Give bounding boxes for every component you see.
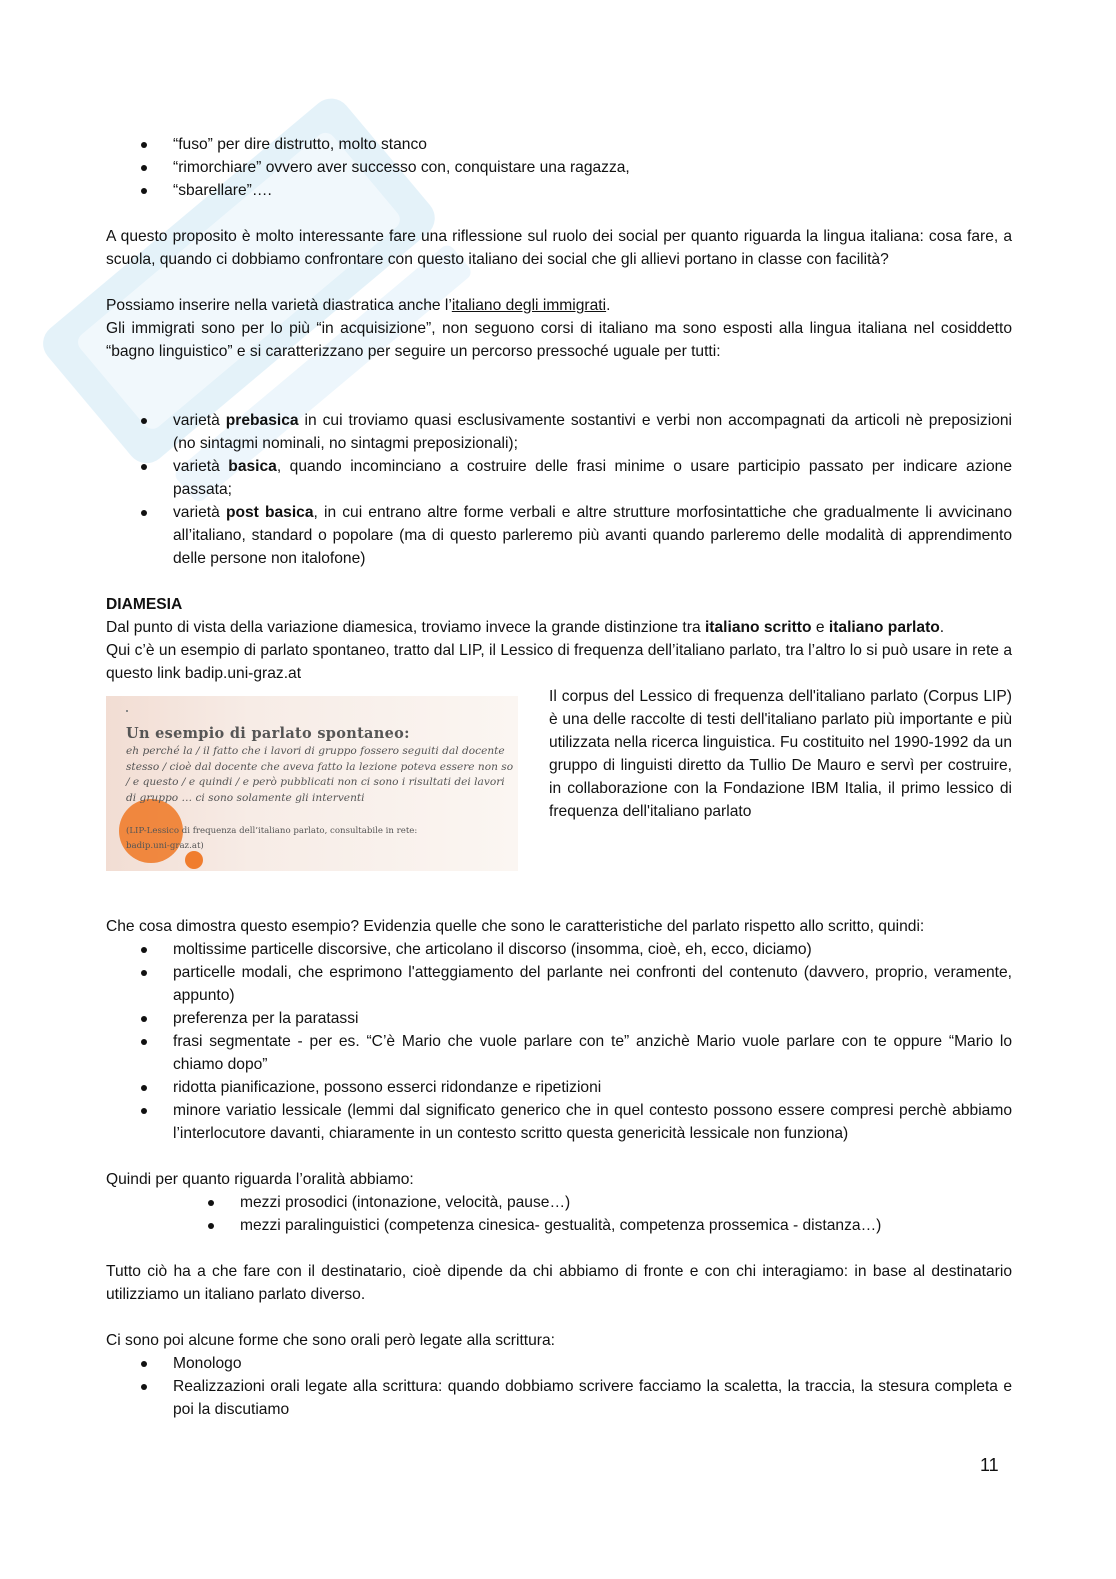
paragraph-dimostra: Che cosa dimostra questo esempio? Evidenzia quelle che sono le caratteristiche del parlato rispetto allo scritto, quindi: bbox=[106, 918, 925, 935]
paragraph-diamesia bbox=[106, 616, 1012, 639]
text: , quando incominciano a costruire delle frasi minime o usare participio passato per indicare azione passata; bbox=[173, 458, 1012, 498]
paragraph-lip: Qui c’è un esempio di parlato spontaneo, tratto dal LIP, il Lessico di frequenza dell’italiano parlato, tra l’altro lo si può usare in rete a questo link badip.uni-graz.at bbox=[106, 642, 1012, 682]
bold-term: post basica bbox=[225, 504, 314, 521]
underlined-term: italiano degli immigrati bbox=[451, 297, 607, 314]
list-item bbox=[106, 501, 1012, 570]
paragraph-immigrati: Gli immigrati sono per lo più “in acquisizione”, non seguono corsi di italiano ma sono esposti alla lingua italiana nel cosiddetto “bagno linguistico” e si caratterizzano per seguire un percorso pressoché uguale per tutti: bbox=[106, 320, 1012, 360]
corpus-description: Il corpus del Lessico di frequenza dell'italiano parlato (Corpus LIP) è una delle raccolte di testi dell'italiano parlato più importante e più utilizzata nella ricerca linguistica. Fu costituito nel 1990-1992 da un gruppo di linguisti diretto da Tullio De Mauro e servì per costruire, in collaborazione con la Fondazione IBM Italia, il primo lessico di frequenza dell'italiano parlato bbox=[549, 688, 1012, 820]
list-item bbox=[106, 409, 1012, 455]
text: . bbox=[606, 297, 611, 314]
paragraph-social: A questo proposito è molto interessante fare una riflessione sul ruolo dei social per quanto riguarda la lingua italiana: cosa fare, a scuola, quando ci dobbiamo confrontare con questo italiano dei social che gli allievi portano in classe con facilità? bbox=[106, 228, 1012, 268]
list-item: “fuso” per dire distrutto, molto stanco bbox=[106, 133, 1012, 156]
forme-list bbox=[106, 1352, 1012, 1421]
slide-title: Un esempio di parlato spontaneo: bbox=[126, 725, 410, 742]
list-item: mezzi prosodici (intonazione, velocità, pause…) bbox=[106, 1191, 1012, 1214]
text: in cui troviamo quasi esclusivamente sostantivi e verbi non accompagnati da articoli nè preposizioni (no sintagmi nominali, no sintagmi preposizionali); bbox=[173, 412, 1012, 452]
list-item: mezzi paralinguistici (competenza cinesica- gestualità, competenza prossemica - distanza…) bbox=[106, 1214, 1012, 1237]
list-item: preferenza per la paratassi bbox=[106, 1007, 1012, 1030]
example-slide-image bbox=[106, 696, 518, 871]
text: Dal punto di vista della variazione diamesica, troviamo invece la grande distinzione tra bbox=[106, 619, 705, 636]
paragraph-forme-orali: Ci sono poi alcune forme che sono orali però legate alla scrittura: bbox=[106, 1332, 555, 1349]
bold-term: italiano parlato bbox=[828, 619, 940, 636]
varieties-list bbox=[106, 409, 1012, 570]
section-heading: DIAMESIA bbox=[106, 596, 183, 613]
list-item bbox=[106, 455, 1012, 501]
page-number: 11 bbox=[980, 1455, 999, 1475]
list-item: frasi segmentate - per es. “C’è Mario che vuole parlare con te” anzichè Mario vuole parlare con te oppure “Mario lo chiamo dopo” bbox=[106, 1030, 1012, 1076]
oralita-list bbox=[106, 1191, 1012, 1237]
list-item: ridotta pianificazione, possono esserci ridondanze e ripetizioni bbox=[106, 1076, 1012, 1099]
characteristics-list bbox=[106, 938, 1012, 1145]
bold-term: prebasica bbox=[225, 412, 299, 429]
list-item: Realizzazioni orali legate alla scrittura: quando dobbiamo scrivere facciamo la scaletta, la traccia, la stesura completa e poi la discutiamo bbox=[106, 1375, 1012, 1421]
bullet-mark bbox=[126, 710, 128, 712]
list-item: moltissime particelle discorsive, che articolano il discorso (insomma, cioè, eh, ecco, diciamo) bbox=[106, 938, 1012, 961]
text: , in cui entrano altre forme verbali e altre strutture morfosintattiche che gradualmente li avvicinano all’italiano, standard o popolare (ma di questo parleremo più avanti quando parleremo delle modalità di apprendimento delle persone non italofone) bbox=[173, 504, 1013, 567]
list-item: Monologo bbox=[106, 1352, 1012, 1375]
text: varietà bbox=[173, 458, 229, 475]
text: varietà bbox=[173, 504, 226, 521]
list-item: particelle modali, che esprimono l'atteggiamento del parlante nei confronti del contenuto (davvero, proprio, veramente, appunto) bbox=[106, 961, 1012, 1007]
text: . bbox=[939, 619, 945, 636]
figure-row bbox=[106, 685, 1012, 892]
list-item: minore variatio lessicale (lemmi dal significato generico che in quel contesto possono essere compresi perchè abbiamo l’interlocutore davanti, chiaramente in un contesto scritto questa genericità lessicale non funziona) bbox=[106, 1099, 1012, 1145]
text: e bbox=[811, 619, 829, 636]
slang-list bbox=[106, 133, 1012, 202]
text: Possiamo inserire nella varietà diastratica anche l’ bbox=[106, 297, 452, 314]
bold-term: italiano scritto bbox=[704, 619, 812, 636]
list-item: “rimorchiare” ovvero aver successo con, conquistare una ragazza, bbox=[106, 156, 1012, 179]
paragraph-destinatario: Tutto ciò ha a che fare con il destinatario, cioè dipende da chi abbiamo di fronte e con chi interagiamo: in base al destinatario utilizziamo un italiano parlato diverso. bbox=[106, 1263, 1012, 1303]
bold-term: basica bbox=[228, 458, 277, 475]
list-item: “sbarellare”…. bbox=[106, 179, 1012, 202]
text: varietà bbox=[173, 412, 226, 429]
paragraph-oralita: Quindi per quanto riguarda l’oralità abbiamo: bbox=[106, 1171, 414, 1188]
page-content bbox=[106, 133, 1012, 1421]
slide-body: eh perché la / il fatto che i lavori di gruppo fossero seguiti dal docente stesso / cioè dal docente che aveva fatto la lezione poteva essere non so / e questo / e quindi / e però pubblicati non ci sono i risultati dei lavori di gruppo … ci sono solamente gli interventi bbox=[126, 745, 514, 804]
slide-source: (LIP-Lessico di frequenza dell’italiano parlato, consultabile in rete: badip.uni-graz.at) bbox=[126, 826, 418, 851]
paragraph-immigrati-intro bbox=[106, 294, 1012, 317]
